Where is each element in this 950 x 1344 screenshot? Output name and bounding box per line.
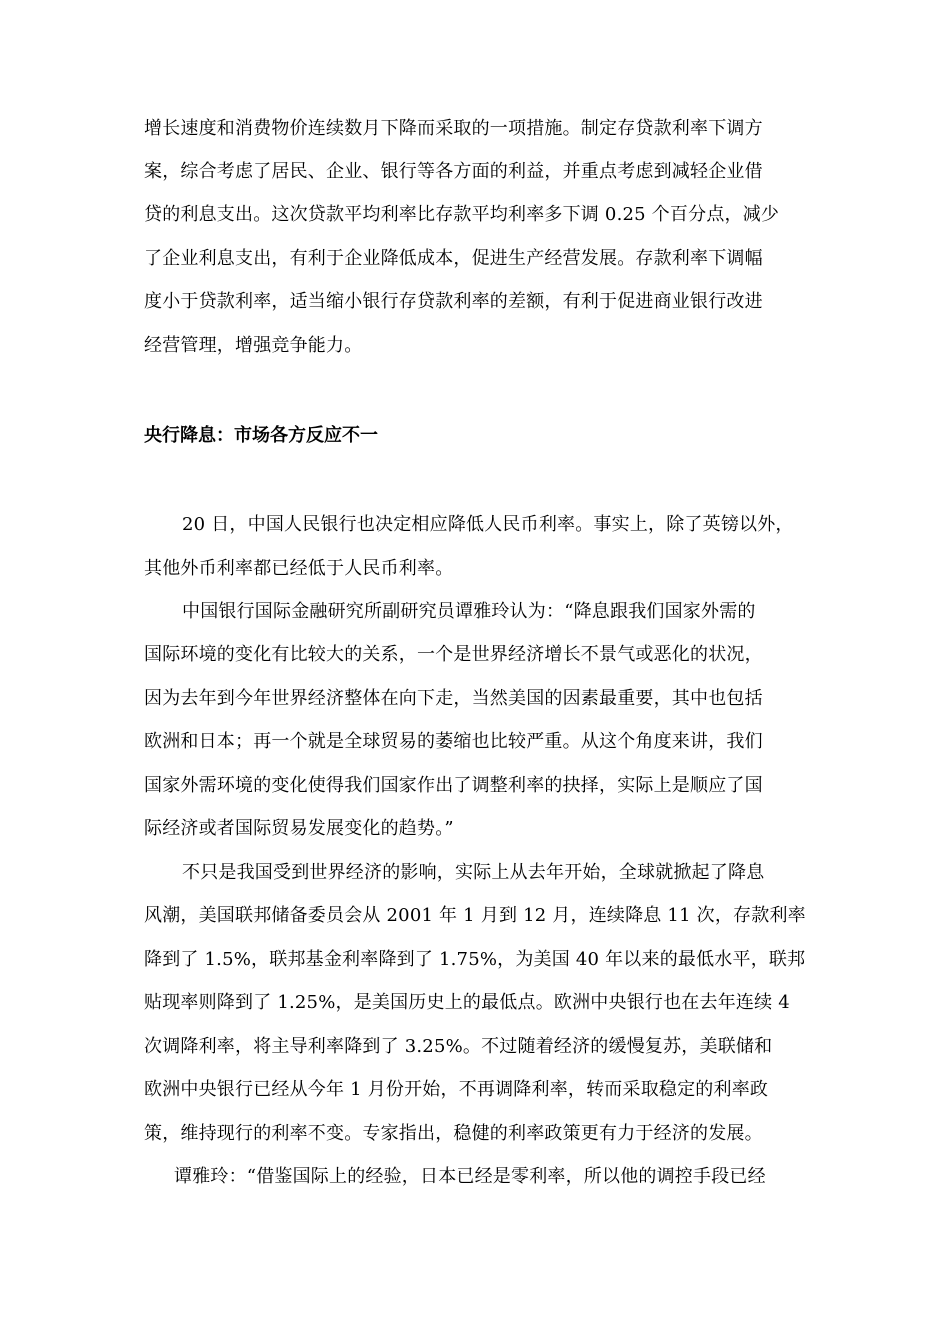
paragraph-line: 经营管理，增强竞争能力。 (144, 335, 363, 356)
paragraph-line: 贷的利息支出。这次贷款平均利率比存款平均利率多下调 0.25 个百分点，减少 (144, 204, 780, 225)
paragraph-line: 欧洲和日本；再一个就是全球贸易的萎缩也比较严重。从这个角度来讲，我们 (144, 731, 763, 752)
paragraph-line: 际经济或者国际贸易发展变化的趋势。” (144, 818, 454, 839)
paragraph-line: 20 日，中国人民银行也决定相应降低人民币利率。事实上，除了英镑以外， (182, 514, 794, 535)
paragraph-line: 中国银行国际金融研究所副研究员谭雅玲认为：“降息跟我们国家外需的 (182, 601, 756, 622)
paragraph-line: 降到了 1.5%，联邦基金利率降到了 1.75%，为美国 40 年以来的最低水平，联邦 (144, 949, 806, 970)
paragraph-line: 度小于贷款利率，适当缩小银行存贷款利率的差额，有利于促进商业银行改进 (144, 291, 763, 312)
paragraph-line: 欧洲中央银行已经从今年 1 月份开始，不再调降利率，转而采取稳定的利率政 (144, 1079, 769, 1100)
paragraph-line: 因为去年到今年世界经济整体在向下走，当然美国的因素最重要，其中也包括 (144, 688, 763, 709)
paragraph-line: 策，维持现行的利率不变。专家指出，稳健的利率政策更有力于经济的发展。 (144, 1123, 763, 1144)
paragraph-line: 国家外需环境的变化使得我们国家作出了调整利率的抉择，实际上是顺应了国 (144, 775, 763, 796)
paragraph-line: 案，综合考虑了居民、企业、银行等各方面的利益，并重点考虑到减轻企业借 (144, 161, 763, 182)
paragraph-line: 次调降利率，将主导利率降到了 3.25%。不过随着经济的缓慢复苏，美联储和 (144, 1036, 773, 1057)
paragraph-line: 其他外币利率都已经低于人民币利率。 (144, 558, 454, 579)
paragraph-line: 谭雅玲：“借鉴国际上的经验，日本已经是零利率，所以他的调控手段已经 (174, 1166, 766, 1187)
paragraph-line: 不只是我国受到世界经济的影响，实际上从去年开始，全球就掀起了降息 (182, 862, 765, 883)
paragraph-line: 国际环境的变化有比较大的关系，一个是世界经济增长不景气或恶化的状况， (144, 644, 763, 665)
paragraph-line: 风潮，美国联邦储备委员会从 2001 年 1 月到 12 月，连续降息 11 次，存款利率 (144, 905, 806, 926)
section-heading: 央行降息：市场各方反应不一 (144, 425, 378, 446)
paragraph-line: 增长速度和消费物价连续数月下降而采取的一项措施。制定存贷款利率下调方 (144, 118, 763, 139)
paragraph-line: 贴现率则降到了 1.25%，是美国历史上的最低点。欧洲中央银行也在去年连续 4 (144, 992, 790, 1013)
paragraph-line: 了企业利息支出，有利于企业降低成本，促进生产经营发展。存款利率下调幅 (144, 248, 763, 269)
